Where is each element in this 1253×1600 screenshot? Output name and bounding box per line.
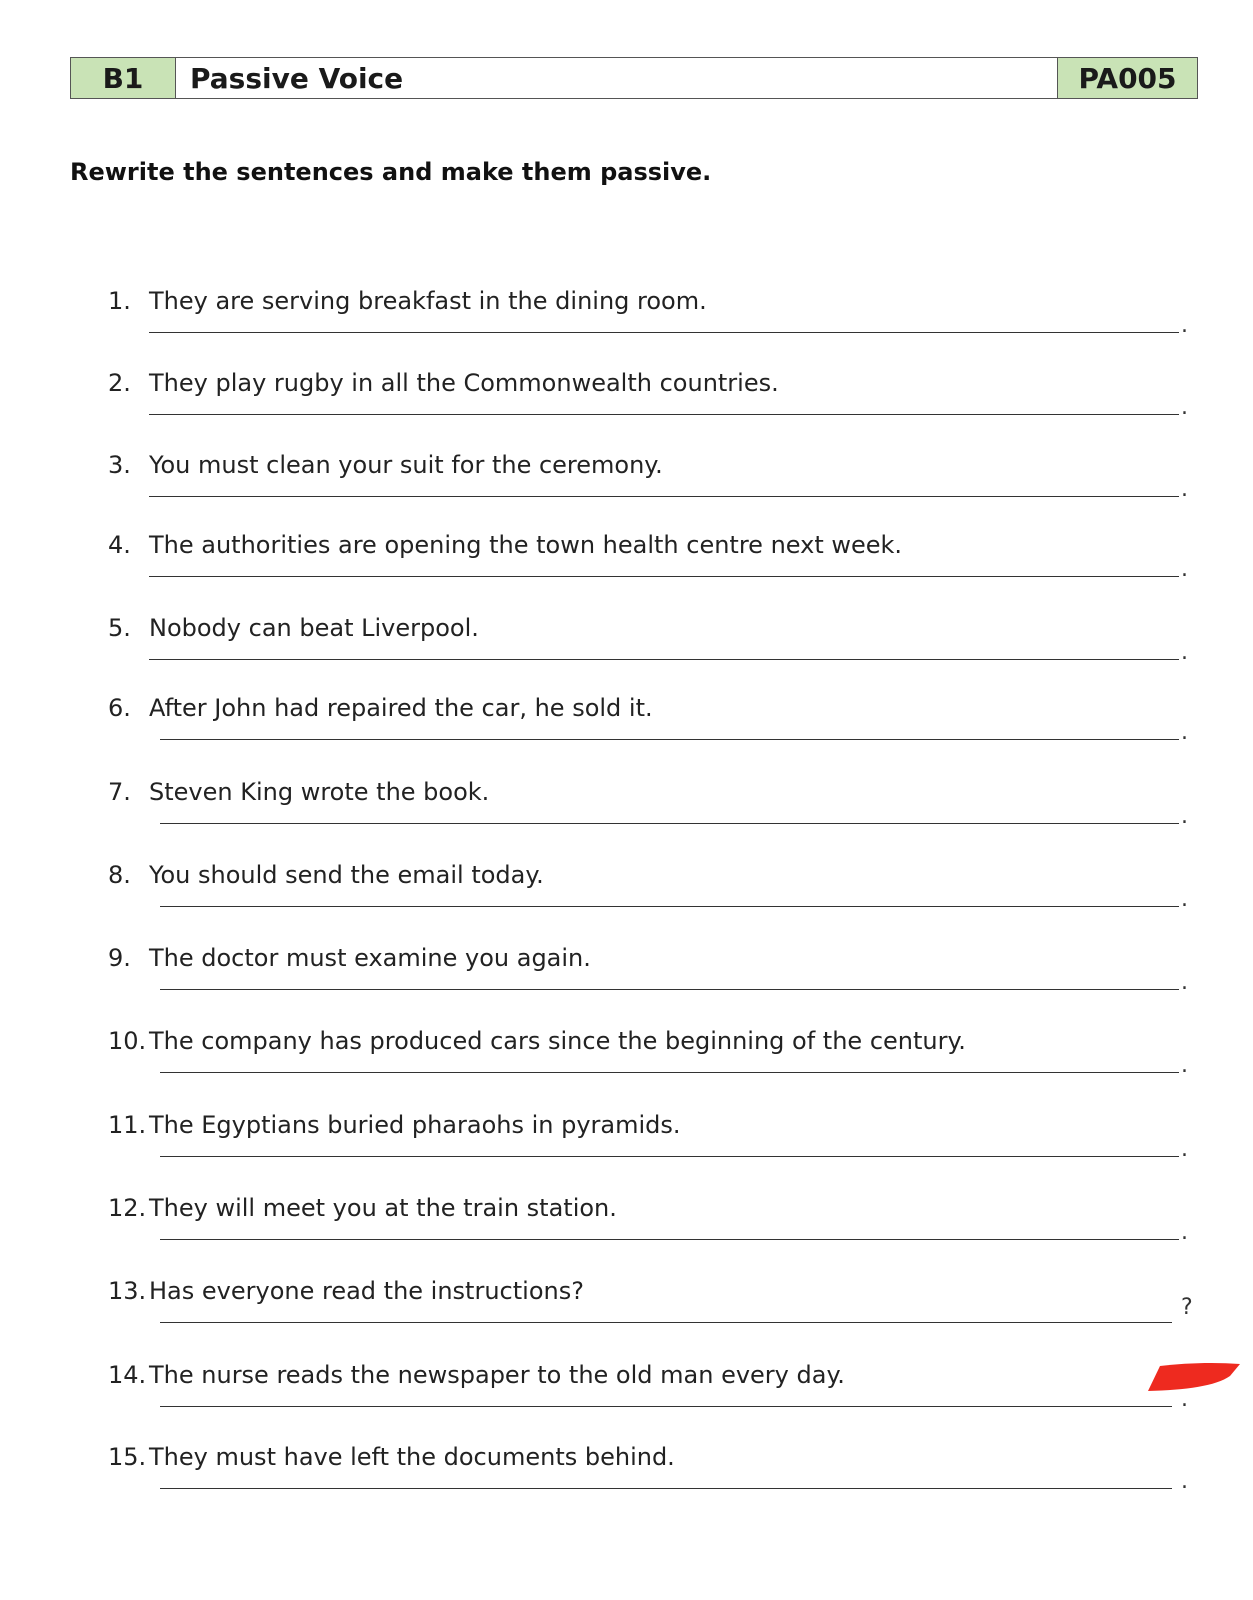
item-sentence: After John had repaired the car, he sold it. xyxy=(149,694,653,722)
item-end-mark: . xyxy=(1181,887,1188,912)
item-number: 12. xyxy=(108,1194,147,1222)
item-number: 9. xyxy=(108,944,131,972)
item-end-mark: . xyxy=(1181,557,1188,582)
item-end-mark: . xyxy=(1181,477,1188,502)
item-number: 3. xyxy=(108,451,131,479)
answer-line[interactable] xyxy=(160,1156,1179,1157)
item-end-mark: ? xyxy=(1181,1295,1193,1320)
item-end-mark: . xyxy=(1181,1053,1188,1078)
answer-line[interactable] xyxy=(160,906,1179,907)
answer-line[interactable] xyxy=(149,496,1179,497)
item-number: 2. xyxy=(108,369,131,397)
worksheet-header xyxy=(70,57,1198,99)
item-sentence: The authorities are opening the town health centre next week. xyxy=(149,531,903,559)
item-end-mark: . xyxy=(1181,313,1188,338)
item-end-mark: . xyxy=(1181,1387,1188,1412)
item-sentence: Has everyone read the instructions? xyxy=(149,1277,584,1305)
answer-line[interactable] xyxy=(160,1488,1172,1489)
item-end-mark: . xyxy=(1181,1469,1188,1494)
item-number: 6. xyxy=(108,694,131,722)
item-sentence: They will meet you at the train station. xyxy=(149,1194,617,1222)
item-number: 4. xyxy=(108,531,131,559)
answer-line[interactable] xyxy=(160,1322,1172,1323)
instruction-text: Rewrite the sentences and make them passive. xyxy=(70,158,712,186)
item-end-mark: . xyxy=(1181,720,1188,745)
item-end-mark: . xyxy=(1181,1137,1188,1162)
answer-line[interactable] xyxy=(149,332,1179,333)
worksheet-code: PA005 xyxy=(1057,58,1197,98)
item-sentence: The company has produced cars since the beginning of the century. xyxy=(149,1027,966,1055)
item-sentence: They play rugby in all the Commonwealth countries. xyxy=(149,369,779,397)
item-number: 14. xyxy=(108,1361,147,1389)
item-sentence: Steven King wrote the book. xyxy=(149,778,490,806)
item-sentence: Nobody can beat Liverpool. xyxy=(149,614,479,642)
item-end-mark: . xyxy=(1181,804,1188,829)
item-end-mark: . xyxy=(1181,970,1188,995)
answer-line[interactable] xyxy=(149,659,1179,660)
item-end-mark: . xyxy=(1181,640,1188,665)
item-sentence: You must clean your suit for the ceremony. xyxy=(149,451,663,479)
level-badge: B1 xyxy=(71,58,176,98)
item-number: 7. xyxy=(108,778,131,806)
answer-line[interactable] xyxy=(160,1239,1179,1240)
item-sentence: The doctor must examine you again. xyxy=(149,944,591,972)
answer-line[interactable] xyxy=(160,1406,1172,1407)
item-sentence: They must have left the documents behind. xyxy=(149,1443,675,1471)
answer-line[interactable] xyxy=(149,414,1179,415)
answer-line[interactable] xyxy=(149,576,1179,577)
item-number: 1. xyxy=(108,287,131,315)
answer-line[interactable] xyxy=(160,739,1179,740)
item-sentence: The Egyptians buried pharaohs in pyramids. xyxy=(149,1111,681,1139)
worksheet-title: Passive Voice xyxy=(176,58,1057,98)
red-highlight-mark xyxy=(1146,1360,1242,1394)
item-sentence: The nurse reads the newspaper to the old man every day. xyxy=(149,1361,845,1389)
item-sentence: You should send the email today. xyxy=(149,861,544,889)
item-number: 5. xyxy=(108,614,131,642)
item-number: 10. xyxy=(108,1027,147,1055)
item-number: 13. xyxy=(108,1277,147,1305)
answer-line[interactable] xyxy=(160,1072,1179,1073)
answer-line[interactable] xyxy=(160,823,1179,824)
answer-line[interactable] xyxy=(160,989,1179,990)
item-number: 8. xyxy=(108,861,131,889)
item-number: 15. xyxy=(108,1443,147,1471)
item-sentence: They are serving breakfast in the dining room. xyxy=(149,287,707,315)
item-end-mark: . xyxy=(1181,395,1188,420)
item-number: 11. xyxy=(108,1111,147,1139)
item-end-mark: . xyxy=(1181,1220,1188,1245)
